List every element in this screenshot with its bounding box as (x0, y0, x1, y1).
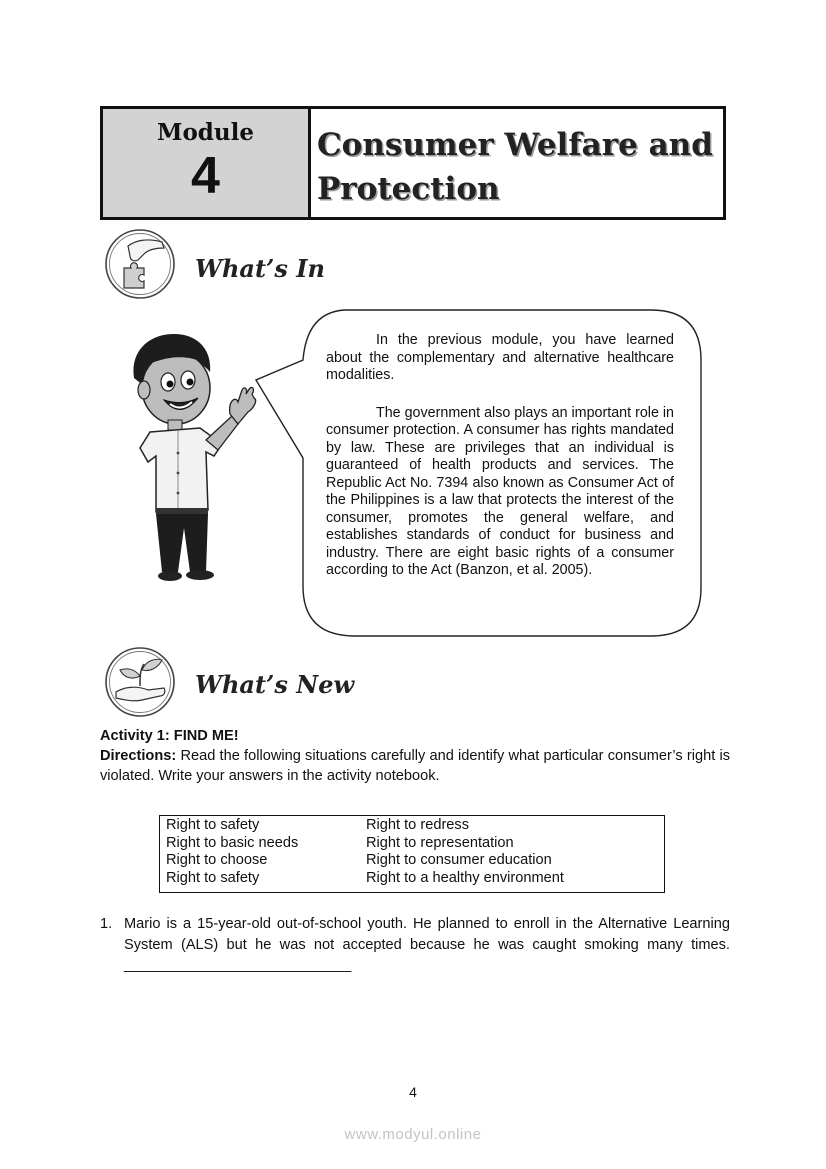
activity-section (100, 726, 730, 786)
speech-bubble-text (326, 332, 674, 580)
module-label: Module (157, 119, 254, 146)
module-title-line-2: Protection (317, 171, 500, 207)
rights-cell: Right to consumer education (366, 852, 552, 869)
rights-row (166, 817, 564, 835)
directions-text: Read the following situations carefully and identify what particular consumer’s right is violated. Write your answers in the activity notebook. (100, 748, 730, 784)
page-number: 4 (409, 1084, 417, 1100)
hand-puzzle-icon (104, 228, 176, 300)
module-title (311, 109, 713, 217)
question-1 (100, 914, 730, 976)
directions-label: Directions: (100, 748, 177, 764)
rights-cell: Right to safety (166, 817, 260, 833)
whats-in-heading: What’s In (195, 254, 325, 283)
boy-character-illustration (126, 328, 261, 586)
directions (100, 746, 730, 786)
whats-in-paragraph-2: The government also plays an important role in consumer protection. A consumer has rights mandated by law. These are privileges that an individual is guaranteed of health products and services. The Republic Act No. 7394 also known as Consumer Act of the Philippines is a law that protects the interest of the consumer, promotes the general welfare, and establishes standards of conduct for business and industry. There are eight basic rights of a consumer according to the Act (Banzon, et al. 2005). (326, 404, 675, 578)
module-title-line-1: Consumer Welfare and (317, 127, 713, 163)
rights-cell: Right to representation (366, 834, 514, 851)
rights-cell: Right to choose (166, 852, 268, 869)
question-1-text: Mario is a 15-year-old out-of-school youth. He planned to enroll in the Alternative Learning System (ALS) but he was not accepted because he was caught smoking many times. ____________________________ (124, 916, 730, 973)
module-number: 4 (191, 147, 220, 205)
rights-cell: Right to a healthy environment (366, 869, 564, 886)
module-header (100, 106, 726, 220)
rights-cell: Right to safety (166, 869, 260, 886)
rights-row (166, 852, 564, 870)
whats-new-heading: What’s New (195, 670, 355, 699)
rights-row (166, 835, 564, 853)
module-number-panel (103, 109, 311, 217)
question-1-number: 1. (100, 916, 113, 932)
rights-cell: Right to basic needs (166, 834, 299, 851)
watermark: www.modyul.online (344, 1126, 482, 1143)
hand-seedling-icon (104, 646, 176, 718)
whats-in-paragraph-1: In the previous module, you have learned about the complementary and alternative healthcare modalities. (326, 332, 674, 383)
rights-cell: Right to redress (366, 817, 470, 833)
rights-row (166, 870, 564, 888)
activity-title: Activity 1: FIND ME! (100, 728, 239, 744)
consumer-rights-box (159, 815, 665, 893)
consumer-rights-table (166, 817, 564, 887)
